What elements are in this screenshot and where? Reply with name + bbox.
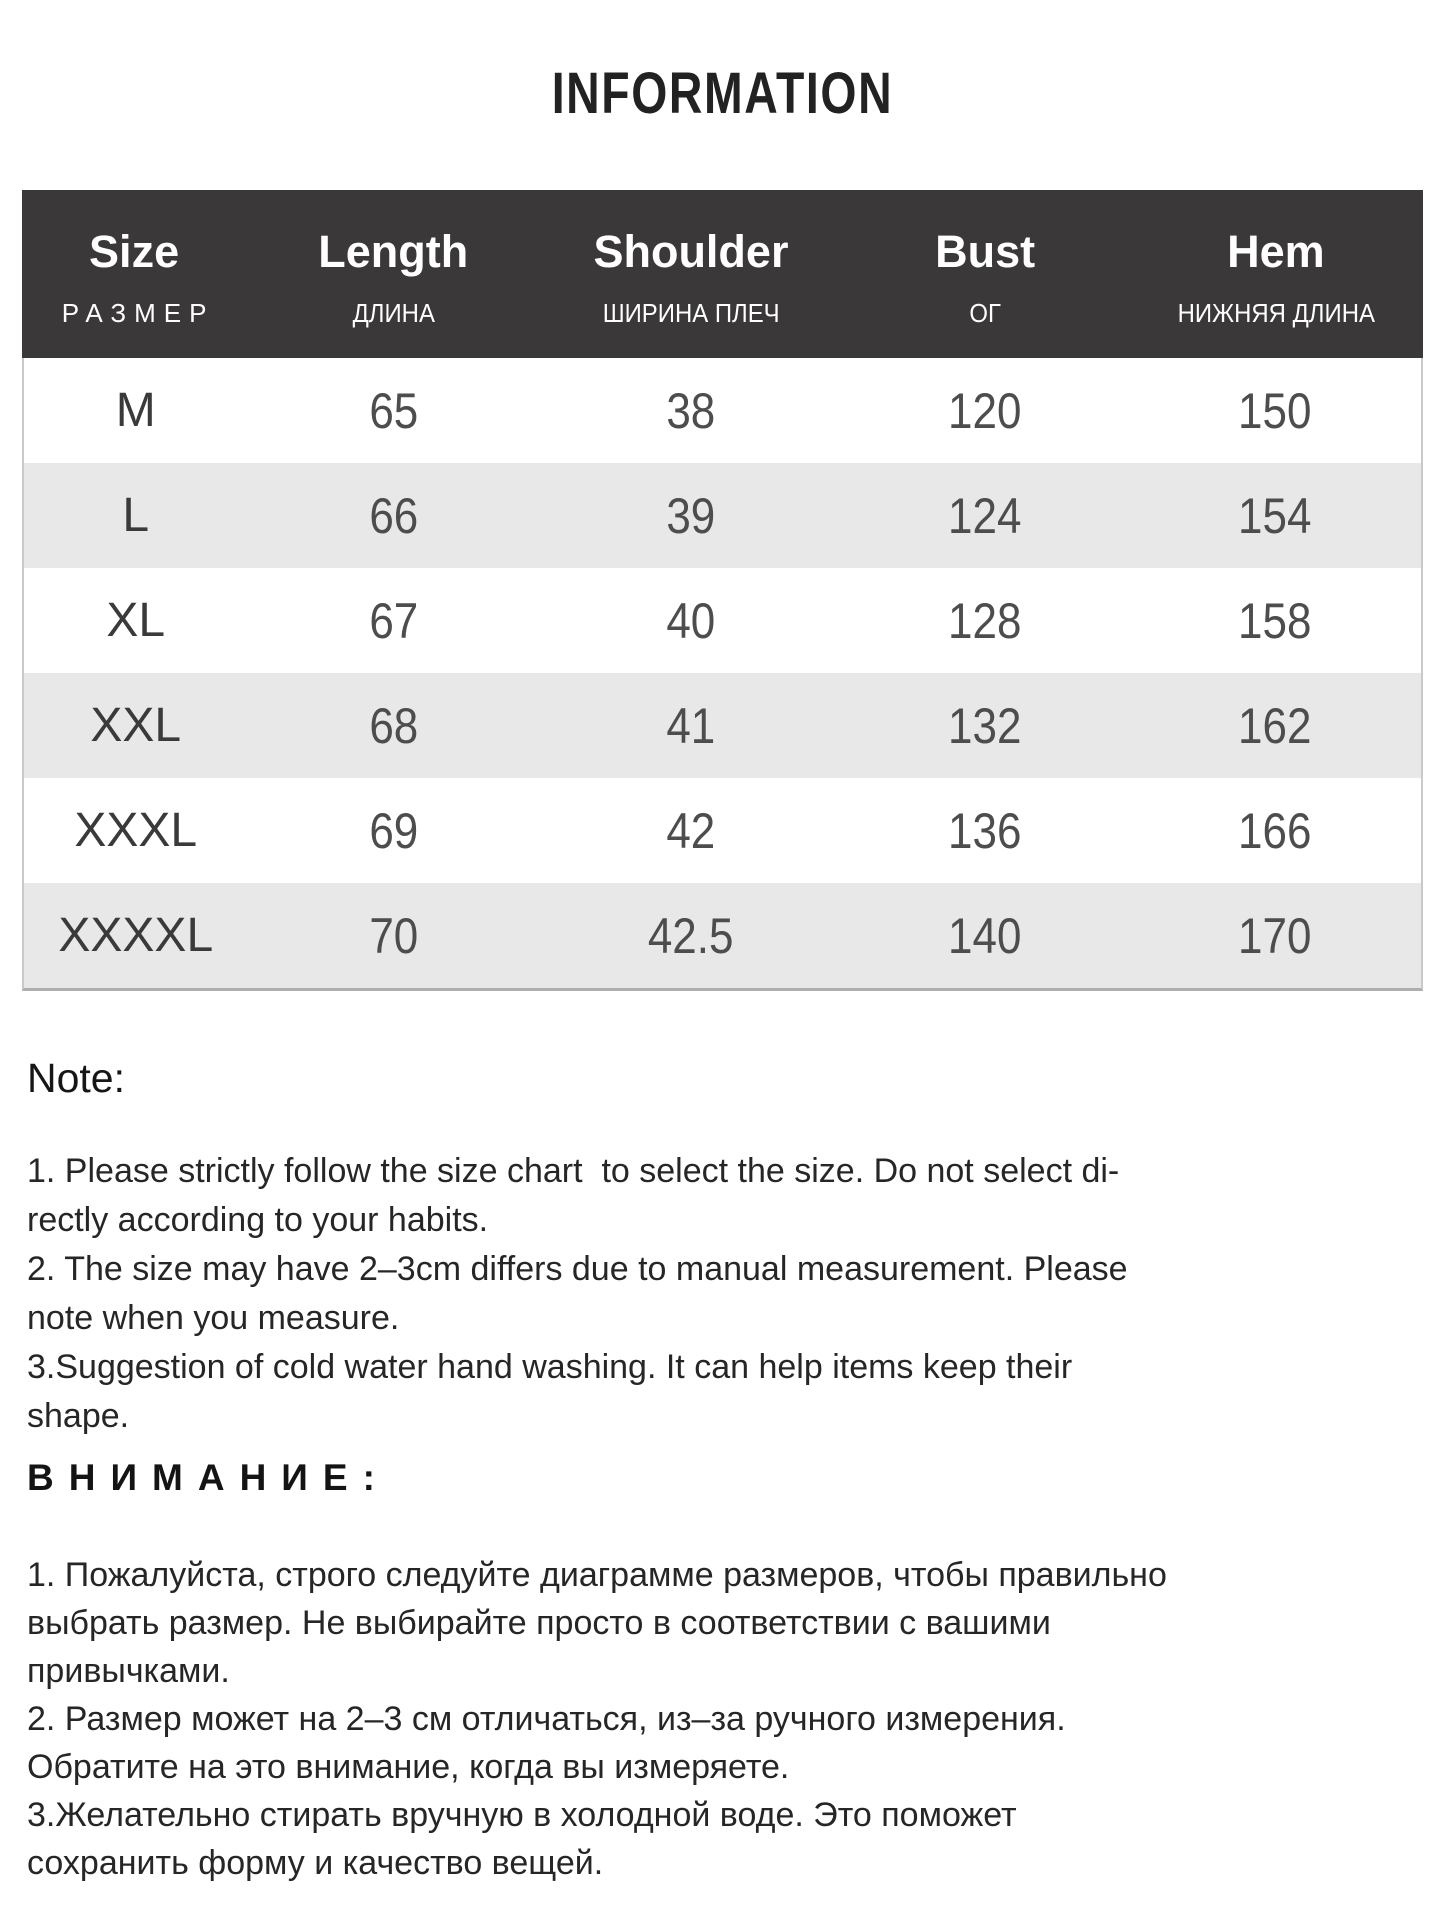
cell-bust xyxy=(841,487,1127,545)
cell-shoulder xyxy=(541,802,841,860)
note-line: выбрать размер. Не выбирайте просто в соответствии с вашими xyxy=(27,1603,1051,1642)
note-line: 1. Пожалуйста, строго следуйте диаграмме размеров, чтобы правильно xyxy=(27,1555,1167,1594)
value: 69 xyxy=(369,802,419,859)
cell-length xyxy=(248,592,541,650)
note-section-ru xyxy=(27,1458,1419,1887)
cell-bust xyxy=(841,382,1127,440)
cell-hem xyxy=(1128,592,1421,650)
size-table-header xyxy=(22,190,1423,358)
header-label-en: Bust xyxy=(935,225,1036,277)
note-line: note when you measure. xyxy=(27,1299,400,1338)
cell-size: L xyxy=(122,489,150,542)
note-line: shape. xyxy=(27,1397,130,1436)
header-label-ru: ОГ xyxy=(969,297,1001,328)
value: 132 xyxy=(947,697,1022,754)
cell-shoulder xyxy=(541,592,841,650)
cell-size: XXXL xyxy=(74,804,198,857)
header-label-ru: НИЖНЯЯ ДЛИНА xyxy=(1177,297,1375,328)
cell-length xyxy=(248,907,541,965)
value: 68 xyxy=(369,697,419,754)
value: 140 xyxy=(947,907,1022,964)
page-title-text: INFORMATION xyxy=(551,61,894,126)
value: 158 xyxy=(1237,592,1311,649)
note-body-en xyxy=(27,1147,1419,1441)
header-label-ru: ДЛИНА xyxy=(352,297,435,328)
header-cell-hem xyxy=(1129,190,1423,358)
cell-size: M xyxy=(115,384,156,437)
table-row xyxy=(24,673,1421,778)
value: 136 xyxy=(947,802,1022,859)
value: 150 xyxy=(1237,382,1311,439)
cell-shoulder xyxy=(541,697,841,755)
cell-length xyxy=(248,487,541,545)
cell-size: XXL xyxy=(90,699,182,752)
cell-bust xyxy=(841,697,1127,755)
cell-bust xyxy=(841,802,1127,860)
header-label-ru: РАЗМЕР xyxy=(61,297,215,328)
value: 66 xyxy=(369,487,419,544)
cell-size: XL xyxy=(106,594,166,647)
value: 67 xyxy=(369,592,419,649)
cell-shoulder xyxy=(541,907,841,965)
cell-size: XXXXL xyxy=(58,909,214,962)
page-title xyxy=(0,60,1445,127)
size-table xyxy=(22,190,1423,991)
cell-hem xyxy=(1128,697,1421,755)
note-line: 2. Размер может на 2–3 см отличаться, из–за ручного измерения. xyxy=(27,1699,1066,1738)
cell-bust xyxy=(841,592,1127,650)
table-row xyxy=(24,463,1421,568)
header-cell-length xyxy=(246,190,540,358)
header-label-en: Shoulder xyxy=(593,225,789,277)
cell-shoulder xyxy=(541,382,841,440)
cell-hem xyxy=(1128,382,1421,440)
cell-length xyxy=(248,697,541,755)
header-cell-bust xyxy=(842,190,1129,358)
cell-hem xyxy=(1128,907,1421,965)
value: 128 xyxy=(947,592,1022,649)
value: 40 xyxy=(666,592,716,649)
value: 162 xyxy=(1237,697,1311,754)
note-line: 3.Желательно стирать вручную в холодной воде. Это поможет xyxy=(27,1795,1017,1834)
size-table-body xyxy=(22,358,1423,991)
note-line: сохранить форму и качество вещей. xyxy=(27,1843,604,1882)
table-row xyxy=(24,568,1421,673)
value: 120 xyxy=(947,382,1022,439)
table-row xyxy=(24,883,1421,988)
value: 154 xyxy=(1237,487,1311,544)
attention-heading: ВНИМАНИЕ: xyxy=(27,1457,390,1498)
note-line: 2. The size may have 2–3cm differs due to manual measurement. Please xyxy=(27,1250,1128,1289)
note-section-en xyxy=(27,1056,1419,1441)
value: 170 xyxy=(1237,907,1311,964)
note-body-ru xyxy=(27,1551,1419,1887)
cell-shoulder xyxy=(541,487,841,545)
header-cell-shoulder xyxy=(540,190,841,358)
cell-bust xyxy=(841,907,1127,965)
note-line: 3.Suggestion of cold water hand washing. It can help items keep their xyxy=(27,1348,1073,1387)
value: 39 xyxy=(666,487,716,544)
note-heading: Note: xyxy=(27,1055,125,1101)
cell-length xyxy=(248,802,541,860)
value: 70 xyxy=(369,907,419,964)
value: 41 xyxy=(666,697,716,754)
header-label-en: Size xyxy=(89,225,180,277)
note-line: привычками. xyxy=(27,1651,230,1690)
note-line: Обратите на это внимание, когда вы измеряете. xyxy=(27,1747,790,1786)
note-line: rectly according to your habits. xyxy=(27,1201,489,1240)
table-row xyxy=(24,358,1421,463)
note-line: 1. Please strictly follow the size chart to select the size. Do not select di- xyxy=(27,1152,1120,1191)
value: 166 xyxy=(1237,802,1311,859)
value: 42.5 xyxy=(648,907,734,964)
header-cell-size xyxy=(22,190,246,358)
cell-hem xyxy=(1128,802,1421,860)
header-label-en: Hem xyxy=(1227,225,1325,277)
header-label-en: Length xyxy=(318,225,469,277)
cell-length xyxy=(248,382,541,440)
value: 38 xyxy=(666,382,716,439)
value: 124 xyxy=(947,487,1022,544)
value: 42 xyxy=(666,802,716,859)
value: 65 xyxy=(369,382,419,439)
cell-hem xyxy=(1128,487,1421,545)
header-label-ru: ШИРИНА ПЛЕЧ xyxy=(602,297,780,328)
table-row xyxy=(24,778,1421,883)
